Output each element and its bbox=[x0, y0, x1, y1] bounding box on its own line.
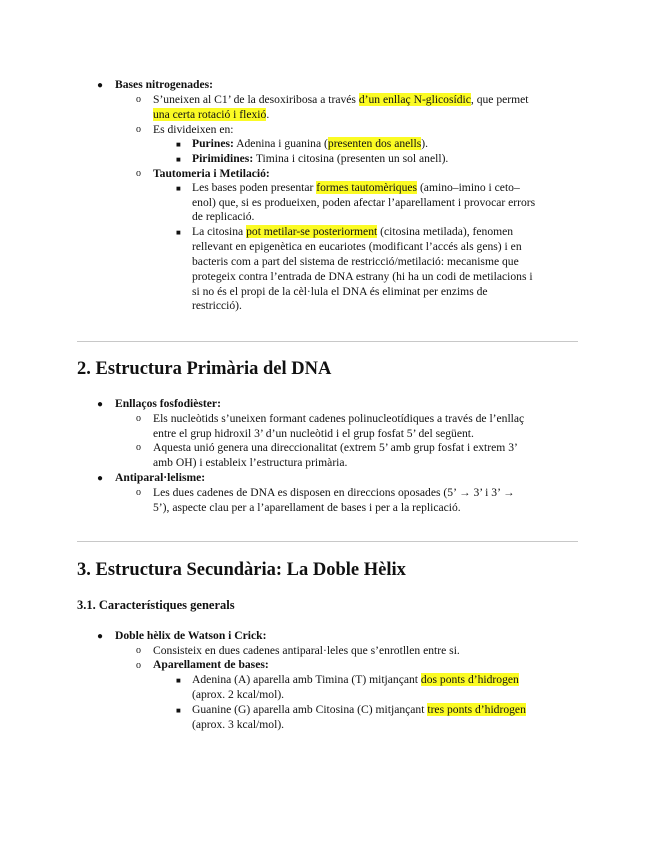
highlight: formes tautomèriques bbox=[316, 181, 418, 194]
square-bullet: ■ bbox=[176, 706, 181, 715]
tautomeria-p1-line3: de replicació. bbox=[192, 210, 255, 223]
tautomeria-p2-line5: si no és el propi de la cèl·lula el DNA és eliminat per enzims de bbox=[192, 285, 488, 298]
square-bullet: ■ bbox=[176, 184, 181, 193]
tautomeria-p2-line4: protegeix contra l’entrada de DNA estrany (hi ha un codi de metilacions i bbox=[192, 270, 533, 283]
tautomeria-p2-line2: rellevant en epigenètica en eucariotes (modificant l’accés als gens) i en bbox=[192, 240, 522, 253]
tautomeria-p1-line1: Les bases poden presentar formes tautomèriques (amino–imino i ceto– bbox=[192, 181, 520, 194]
disc-bullet: ● bbox=[97, 399, 104, 410]
square-bullet: ■ bbox=[176, 155, 181, 164]
antiparallelisme-i1-line1: Les dues cadenes de DNA es disposen en direccions oposades (5’ → 3’ i 3’ → bbox=[153, 486, 515, 499]
circle-bullet: o bbox=[136, 413, 141, 424]
aparellament-title: Aparellament de bases: bbox=[153, 658, 269, 671]
at-pair-line1: Adenina (A) aparella amb Timina (T) mitjançant dos ponts d’hidrogen bbox=[192, 673, 519, 686]
bases-item1-line2: una certa rotació i flexió. bbox=[153, 108, 270, 121]
highlight: una certa rotació i flexió bbox=[153, 108, 267, 121]
enllacos-i1-line1: Els nucleòtids s’uneixen formant cadenes polinucleotídiques a través de l’enllaç bbox=[153, 412, 525, 425]
section-divider bbox=[77, 541, 578, 542]
section-divider bbox=[77, 341, 578, 342]
enllacos-i2-line1: Aquesta unió genera una direccionalitat (extrem 5’ amb grup fosfat i extrem 3’ bbox=[153, 441, 518, 454]
gc-pair-line2: (aprox. 3 kcal/mol). bbox=[192, 718, 285, 731]
tautomeria-title: Tautomeria i Metilació: bbox=[153, 167, 270, 180]
section2-heading: 2. Estructura Primària del DNA bbox=[77, 359, 332, 379]
gc-pair-line1: Guanine (G) aparella amb Citosina (C) mitjançant tres ponts d’hidrogen bbox=[192, 703, 526, 716]
circle-bullet: o bbox=[136, 645, 141, 656]
doble-helix-i1: Consisteix en dues cadenes antiparal·leles que s’enrotllen entre si. bbox=[153, 644, 460, 657]
square-bullet: ■ bbox=[176, 676, 181, 685]
tautomeria-p2-line6: restricció). bbox=[192, 299, 242, 312]
tautomeria-p2-line1: La citosina pot metilar-se posteriorment (citosina metilada), fenomen bbox=[192, 225, 514, 238]
enllacos-i1-line2: entre el grup hidroxil 3’ d’un nucleòtid i el grup fosfat 5’ del següent. bbox=[153, 427, 474, 440]
tautomeria-p2-line3: bacteris com a part del sistema de restricció/metilació: mecanisme que bbox=[192, 255, 519, 268]
disc-bullet: ● bbox=[97, 473, 104, 484]
doble-helix-title: Doble hèlix de Watson i Crick: bbox=[115, 629, 267, 642]
bases-title: Bases nitrogenades: bbox=[115, 78, 214, 91]
antiparallelisme-title: Antiparal·lelisme: bbox=[115, 471, 206, 484]
section3-subheading: 3.1. Característiques generals bbox=[77, 598, 235, 612]
circle-bullet: o bbox=[136, 168, 141, 179]
disc-bullet: ● bbox=[97, 80, 104, 91]
highlight: presenten dos anells bbox=[327, 137, 422, 150]
enllacos-i2-line2: amb OH) i estableix l’estructura primària. bbox=[153, 456, 348, 469]
enllacos-title: Enllaços fosfodièster: bbox=[115, 397, 221, 410]
circle-bullet: o bbox=[136, 487, 141, 498]
square-bullet: ■ bbox=[176, 140, 181, 149]
disc-bullet: ● bbox=[97, 631, 104, 642]
purines-line: Purines: Adenina i guanina (presenten dos anells). bbox=[192, 137, 429, 150]
bases-item2: Es divideixen en: bbox=[153, 123, 234, 136]
square-bullet: ■ bbox=[176, 228, 181, 237]
highlight: tres ponts d’hidrogen bbox=[427, 703, 526, 716]
antiparallelisme-i1-line2: 5’), aspecte clau per a l’aparellament de bases i per a la replicació. bbox=[153, 501, 461, 514]
tautomeria-p1-line2: enol) que, si es produeixen, poden afectar l’aparellament i provocar errors bbox=[192, 196, 536, 209]
circle-bullet: o bbox=[136, 660, 141, 671]
pirimidines-line: Pirimidines: Timina i citosina (presenten un sol anell). bbox=[192, 152, 449, 165]
highlight: d’un enllaç N-glicosídic bbox=[358, 93, 471, 106]
at-pair-line2: (aprox. 2 kcal/mol). bbox=[192, 688, 285, 701]
circle-bullet: o bbox=[136, 124, 141, 135]
bases-item1-line1: S’uneixen al C1’ de la desoxiribosa a través d’un enllaç N-glicosídic, que permet bbox=[153, 93, 529, 106]
circle-bullet: o bbox=[136, 94, 141, 105]
highlight: dos ponts d’hidrogen bbox=[420, 673, 519, 686]
highlight: pot metilar-se posteriorment bbox=[246, 225, 378, 238]
circle-bullet: o bbox=[136, 442, 141, 453]
section3-heading: 3. Estructura Secundària: La Doble Hèlix bbox=[77, 560, 406, 580]
